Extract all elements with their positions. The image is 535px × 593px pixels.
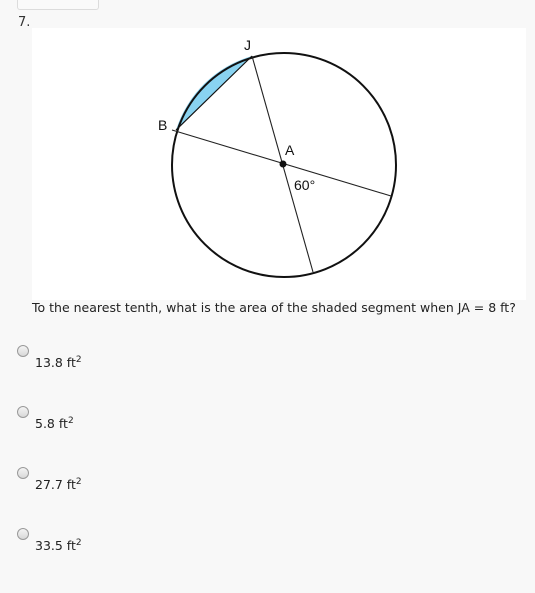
- choice-4[interactable]: [17, 528, 317, 568]
- label-a: A: [285, 142, 295, 158]
- previous-question-box: [17, 0, 99, 10]
- question-text: To the nearest tenth, what is the area of the shaded segment when JA = 8 ft?: [32, 300, 516, 315]
- choice-1[interactable]: [17, 345, 317, 385]
- choice-3[interactable]: [17, 467, 317, 507]
- choice-3-radio[interactable]: [17, 467, 29, 479]
- chord-bj: [176, 56, 252, 130]
- choice-2[interactable]: [17, 406, 317, 446]
- choice-1-radio[interactable]: [17, 345, 29, 357]
- center-point-a: [280, 161, 287, 168]
- question-number: 7.: [18, 15, 31, 30]
- choice-4-radio[interactable]: [17, 528, 29, 540]
- choice-3-label: 27.7 $ft^2$: [35, 477, 82, 492]
- label-j: J: [244, 37, 251, 53]
- label-angle: 60°: [294, 177, 316, 193]
- circle-diagram: [32, 28, 526, 300]
- circle-diagram-svg: [32, 28, 526, 300]
- choice-1-label: 13.8 $ft^2$: [35, 355, 82, 370]
- choice-2-radio[interactable]: [17, 406, 29, 418]
- choice-2-label: 5.8 $ft^2$: [35, 416, 74, 431]
- label-b: B: [158, 117, 168, 133]
- choice-4-label: 33.5 $ft^2$: [35, 538, 82, 553]
